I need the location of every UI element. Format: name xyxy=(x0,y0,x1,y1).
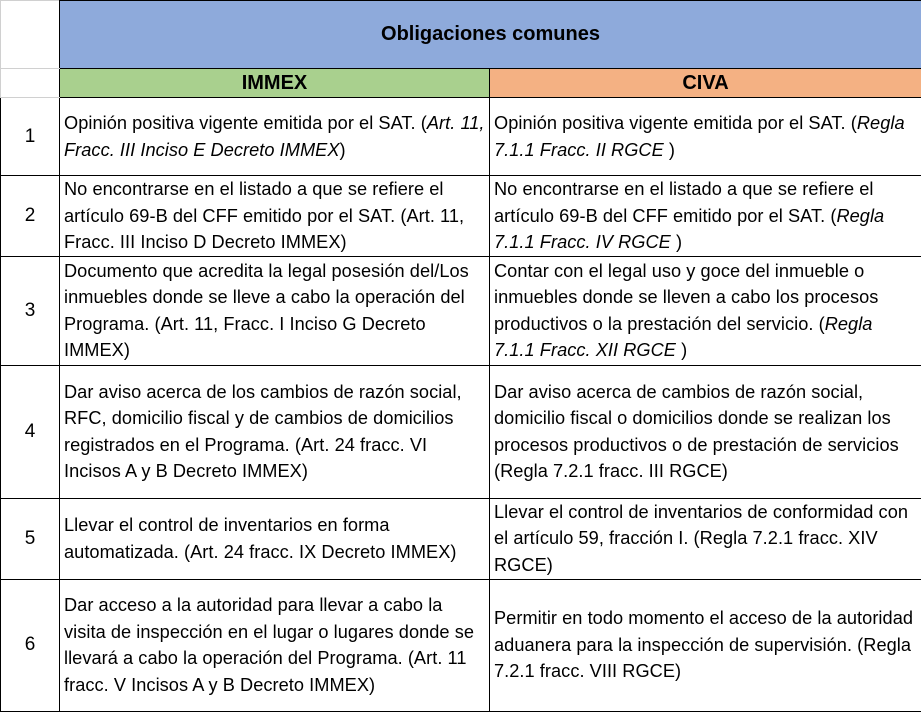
civa-text: Permitir en todo momento el acceso de la autoridad aduanera para la inspección de supervisión. (Regla 7.2.1 fracc. VIII RGCE) xyxy=(494,608,913,681)
immex-cell xyxy=(60,176,490,257)
table-row xyxy=(1,256,921,365)
immex-text: Opinión positiva vigente emitida por el SAT. ( xyxy=(64,113,427,133)
table-row xyxy=(1,98,921,176)
row-number: 5 xyxy=(1,498,60,579)
immex-cell xyxy=(60,98,490,176)
immex-column-header: IMMEX xyxy=(60,69,490,98)
immex-cell xyxy=(60,579,490,711)
row-number: 3 xyxy=(1,256,60,365)
civa-text: Dar aviso acerca de cambios de razón social, domicilio fiscal o domicilios donde se realizan los procesos productivos o de prestación de servicios (Regla 7.2.1 fracc. III RGCE) xyxy=(494,382,899,482)
table-row xyxy=(1,365,921,498)
immex-cell xyxy=(60,498,490,579)
immex-text: No encontrarse en el listado a que se refiere el artículo 69-B del CFF emitido por el SAT. (Art. 11, Fracc. III Inciso D Decreto IMMEX) xyxy=(64,179,464,252)
civa-text-end: ) xyxy=(671,232,682,252)
row-number: 6 xyxy=(1,579,60,711)
civa-cell xyxy=(490,176,921,257)
row-number: 2 xyxy=(1,176,60,257)
header-row xyxy=(1,69,921,98)
civa-cell xyxy=(490,365,921,498)
immex-text-end: ) xyxy=(340,140,346,160)
civa-cell xyxy=(490,256,921,365)
immex-cell xyxy=(60,365,490,498)
civa-text: No encontrarse en el listado a que se refiere el artículo 69-B del CFF emitido por el SAT. ( xyxy=(494,179,874,226)
table-row xyxy=(1,176,921,257)
civa-reference: Regla 7.1.1 Fracc. II RGCE xyxy=(494,113,905,160)
civa-reference: Regla 7.1.1 Fracc. XII RGCE xyxy=(494,314,872,361)
row-number: 4 xyxy=(1,365,60,498)
corner-cell-header xyxy=(1,69,60,98)
table-row xyxy=(1,579,921,711)
civa-text-end: ) xyxy=(664,140,675,160)
civa-text: Contar con el legal uso y goce del inmueble o inmuebles donde se lleven a cabo los procesos productivos o la prestación del servicio. ( xyxy=(494,261,878,334)
corner-cell xyxy=(1,1,60,69)
immex-text: Dar acceso a la autoridad para llevar a cabo la visita de inspección en el lugar o lugares donde se llevará a cabo la operación del Programa. (Art. 11 fracc. V Incisos A y B Decreto IMMEX) xyxy=(64,595,474,695)
immex-text: Dar aviso acerca de los cambios de razón social, RFC, domicilio fiscal y de cambios de domicilios registrados en el Programa. (Art. 24 fracc. VI Incisos A y B Decreto IMMEX) xyxy=(64,382,462,482)
civa-column-header: CIVA xyxy=(490,69,921,98)
civa-text: Opinión positiva vigente emitida por el SAT. ( xyxy=(494,113,857,133)
row-number: 1 xyxy=(1,98,60,176)
civa-reference: Regla 7.1.1 Fracc. IV RGCE xyxy=(494,206,884,253)
immex-text: Llevar el control de inventarios en forma automatizada. (Art. 24 fracc. IX Decreto IMMEX) xyxy=(64,515,457,562)
table-title: Obligaciones comunes xyxy=(60,1,921,69)
immex-cell xyxy=(60,256,490,365)
immex-text: Documento que acredita la legal posesión del/Los inmuebles donde se lleve a cabo la operación del Programa. (Art. 11, Fracc. I Inciso G Decreto IMMEX) xyxy=(64,261,469,361)
civa-text-end: ) xyxy=(676,340,687,360)
immex-reference: Art. 11, Fracc. III Inciso E Decreto IMMEX xyxy=(64,113,485,160)
civa-text: Llevar el control de inventarios de conformidad con el artículo 59, fracción I. (Regla 7.2.1 fracc. XIV RGCE) xyxy=(494,502,908,575)
civa-cell xyxy=(490,579,921,711)
table-row xyxy=(1,498,921,579)
civa-cell xyxy=(490,498,921,579)
civa-cell xyxy=(490,98,921,176)
title-row xyxy=(1,1,921,69)
